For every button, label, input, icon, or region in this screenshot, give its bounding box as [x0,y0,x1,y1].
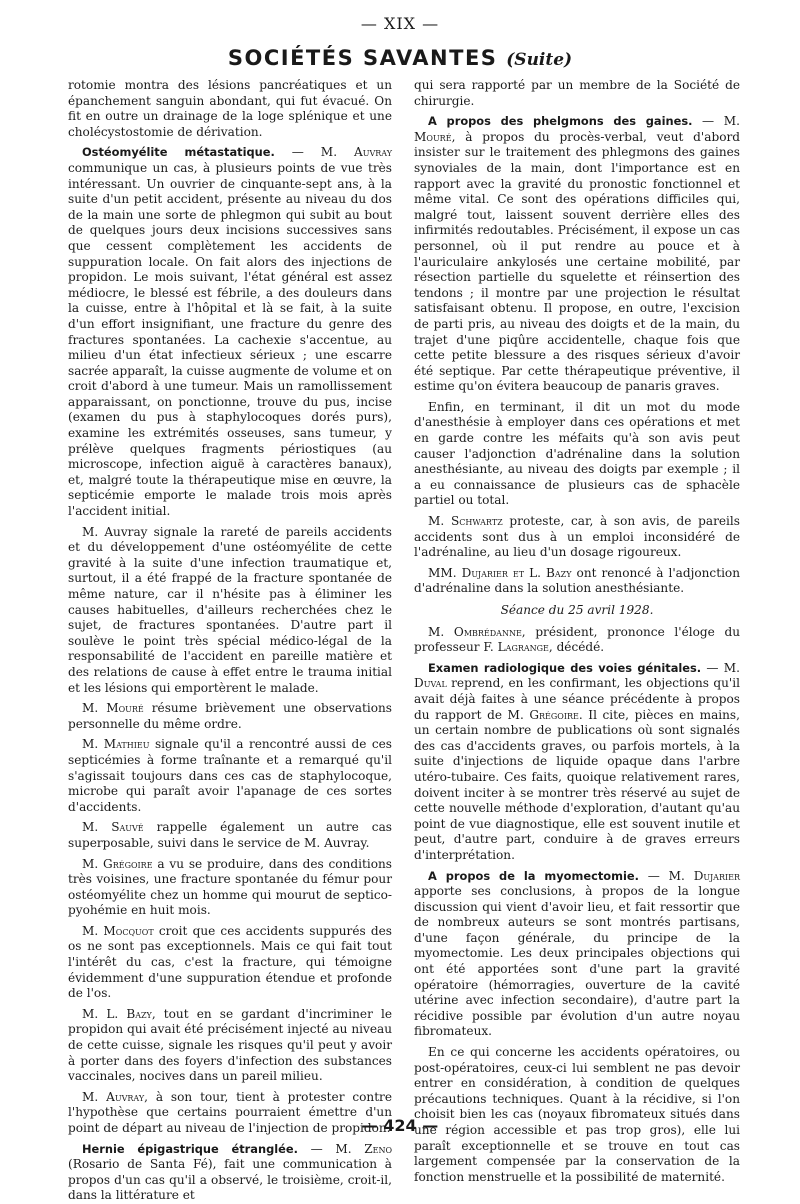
paragraph: M. Auvray signale la rareté de pareils accidents et du développement d'une ostéomyélite de cette gravité à la suite d'une infection traumatique et, surtout, il a été frappé de la fracture spontanée de même nature, car il n'hésite pas à éliminer les causes habituelles, d'ailleurs recherchées chez le sujet, de fractures spontanées. D'autre part il soulève le point très spécial médico-légal de la responsabilité de l'accident en pareille matière et des relations de cause à effet entre le trauma initial et les lésions qui emportèrent le malade. [68,524,392,695]
author-name: Schwartz [450,514,503,529]
paragraph: A propos des phelgmons des gaines. — M. Mouré, à propos du procès-verbal, veut d'abord insister sur le traitement des phlegmons des gaines synoviales de la main, dont l'importance est en rapport avec la gravité du pronostic fonctionnel et même vital. Ce sont des opérations difficiles qui, malgré tout, laissent souvent derrière elles des infirmités redoutables. Précisément, il expose un cas personnel, où il put rendre au pouce et à l'auriculaire ankylosés une certaine mobilité, par résection partielle du squelette et réinsertion des tendons ; il montre par une projection le résultat satisfaisant obtenu. Il propose, en outre, l'excision de parti pris, au niveau des doigts et de la main, du trajet d'une piqûre accidentelle, chaque fois que cette petite blessure a des risques sérieux d'avoir été septique. Par cette thérapeutique préventive, il estime qu'on évitera beaucoup de panaris graves. [414,114,740,394]
paragraph-text: communique un cas, à plusieurs points de vue très intéressant. Un ouvrier de cinquante-sept ans, à la suite d'un petit accident, présente au niveau du dos de la main une sorte de phlegmon qui subit au bout de quelques jours deux incisions successives sans que cessent complètement les accidents de suppuration locale. On fait alors des injections de propidon. Le mois suivant, l'état général est assez médiocre, le blessé est fébrile, a des douleurs dans la cuisse, entre à l'hôpital et là se fait, à la suite d'un effort insignifiant, une fracture du genre des fractures spontanées. La cachexie s'accentue, au milieu d'un état infectieux sérieux ; une escarre sacrée apparaît, la cuisse augmente de volume et on croit d'abord à une tumeur. Mais un ramollissement apparaissant, on ponctionne, trouve du pus, incise (examen du pus à staphylocoques dorés purs), examine les extrémités osseuses, sans tumeur, y prélève quelques fragments périostiques (au microscope, infection aiguë à caractères banaux), et, malgré toute la thérapeutique mise en œuvre, la septicémie emporte le malade trois mois après l'accident initial. [68,160,392,519]
paragraph-text: rappelle également un autre cas superposable, suivi dans le service de M. Auvray. [68,820,392,850]
paragraph: M. Grégoire a vu se produire, dans des conditions très voisines, une fracture spontanée du fémur pour ostéomyélite chez un homme qui mourut de septico-pyohémie en huit mois. [68,856,392,918]
paragraph-text: , président, prononce l'éloge du professeur F. [414,624,740,655]
paragraph-text: , à propos du procès-verbal, veut d'abord insister sur le traitement des phlegmons des gaines synoviales de la main, dont l'importance est en rapport avec la gravité du pronostic fonctionnel et même vital. Ce sont des opérations difficiles qui, malgré tout, laissent souvent derrière elles des infirmités redoutables. Précisément, il expose un cas personnel, où il put rendre au pouce et à l'auriculaire ankylosés une certaine mobilité, par résection partielle du squelette et réinsertion des tendons ; il montre par une projection le résultat satisfaisant obtenu. Il propose, en outre, l'excision de parti pris, au niveau des doigts et de la main, du trajet d'une piqûre accidentelle, chaque fois que cette petite blessure a des risques sérieux d'avoir été septique. Par cette thérapeutique préventive, il estime qu'on évitera beaucoup de panaris graves. [414,129,740,394]
paragraph: M. L. Bazy, tout en se gardant d'incriminer le propidon qui avait été précisément injecté au niveau de cette cuisse, signale les risques qu'il peut y avoir à porter dans des foyers d'infection des substances vaccinales, nocives dans un pareil milieu. [68,1006,393,1084]
roman-page-number: — XIX — [360,14,440,33]
paragraph: M. Schwartz proteste, car, à son avis, de pareils accidents sont dus à un emploi inconsidéré de l'adrénaline, au lieu d'un dosage rigoureux. [414,514,740,560]
paragraph-heading: A propos des phelgmons des gaines. [428,114,693,129]
author-name: Auvray [104,524,148,539]
paragraph-text: . Il cite, pièces en mains, un certain nombre de publications où sont signalés des cas d'accidents graves, ou parfois mortels, à la suite d'injections de liquide opaque dans l'arbre utéro-tubaire. Ces faits, quoique relativement rares, doivent inciter à se montrer très réservé au sujet de cette nouvelle méthode d'exploration, d'autant qu'au point de vue diagnostique, elle est souvent inutile et peut, d'autre part, conduire à de graves erreurs d'interprétation. [414,707,740,862]
paragraph-text: reprend, en les confirmant, les objections qu'il avait déjà faites à une séance précédente à propos du rapport de M. [414,676,740,722]
author-name: Mocquot [103,923,154,938]
author-name: Mouré [414,129,452,144]
paragraph: Ostéomyélite métastatique. — M. Auvray communique un cas, à plusieurs points de vue très intéressant. Un ouvrier de cinquante-sept ans, à la suite d'un petit accident, présente au niveau du dos de la main une sorte de phlegmon qui subit au bout de quelques jours deux incisions successives sans que cessent complètement les accidents de suppuration locale. On fait alors des injections de propidon. Le mois suivant, l'état général est assez médiocre, le blessé est fébrile, a des douleurs dans la cuisse, entre à l'hôpital et là se fait, à la suite d'un effort insignifiant, une fracture du genre des fractures spontanées. La cachexie s'accentue, au milieu d'un état infectieux sérieux ; une escarre sacrée apparaît, la cuisse augmente de volume et on croit d'abord à une tumeur. Mais un ramollissement apparaissant, on ponctionne, trouve du pus, incise (examen du pus à staphylocoques dorés purs), examine les extrémités osseuses, sans tumeur, y prélève quelques fragments périostiques (au microscope, infection aiguë à caractères banaux), et, malgré toute la thérapeutique mise en œuvre, la septicémie emporte le malade trois mois après l'accident initial. [68,145,392,519]
paragraph-heading: Examen radiologique des voies génitales. [428,660,702,675]
author-name: Mouré [106,701,144,716]
left-column [68,78,393,1203]
author-name: Sauvé [111,820,144,835]
paragraph: Examen radiologique des voies génitales. — M. Duval reprend, en les confirmant, les objections qu'il avait déjà faites à une séance précédente à propos du rapport de M. Grégoire. Il cite, pièces en mains, un certain nombre de publications où sont signalés des cas d'accidents graves, ou parfois mortels, à la suite d'injections de liquide opaque dans l'arbre utéro-tubaire. Ces faits, quoique relativement rares, doivent inciter à se montrer très réservé au sujet de cette nouvelle méthode d'exploration, d'autant qu'au point de vue diagnostique, elle est souvent inutile et peut, d'autre part, conduire à de graves erreurs d'interprétation. [414,660,740,862]
person-name: Lagrange [497,640,549,655]
paragraph-heading: Ostéomyélite métastatique. [82,145,275,160]
author-name: Dujarier [693,868,740,883]
paragraph: M. Auvray, à son tour, tient à protester contre l'hypothèse que certains pourraient émettre d'un point de départ au niveau de l'injection de propidon. [68,1089,392,1135]
paragraph-text: apporte ses conclusions, à propos de la longue discussion qui vient d'avoir lieu, et fait ressortir que de nombreux auteurs se sont montrés partisans, d'une façon générale, du principe de la myomectomie. Les deux principales objections qui ont été apportées sont d'une part la gravité opératoire (hémorragies, ouverture de la cavité utérine avec infection secondaire), d'autre part la récidive possible par évolution d'un autre noyau fibromateux. [414,884,740,1039]
author-name: Ombrédanne [453,624,522,639]
paragraph-text: résume brièvement une observations personnelle du même ordre. [68,701,392,731]
paragraph: M. Mocquot croit que ces accidents suppurés des os ne sont pas exceptionnels. Mais ce qui fait tout l'intérêt du cas, c'est la fracture, qui témoigne évidemment d'une suppuration étendue et profonde de l'os. [68,923,392,1001]
paragraph: M. Sauvé rappelle également un autre cas superposable, suivi dans le service de M. Auvray. [68,820,392,850]
paragraph: M. Mouré résume brièvement une observations personnelle du même ordre. [68,701,392,731]
section-suite: (Suite) [506,50,573,70]
author-name: Auvray [106,1089,145,1104]
author-name: Grégoire [103,856,153,871]
author-name: Duval [414,676,447,691]
paragraph: M. Ombrédanne, président, prononce l'éloge du professeur F. Lagrange, décédé. [414,624,740,655]
author-name: Dujarier et L. Bazy [461,565,572,580]
paragraph-text: (Rosario de Santa Fé), fait une communication à propos d'un cas qu'il a observé, le troisième, croit-il, dans la littérature et [68,1157,392,1203]
person-name: Grégoire [529,707,579,722]
paragraph: Hernie épigastrique étranglée. — M. Zeno (Rosario de Santa Fé), fait une communication à propos d'un cas qu'il a observé, le troisième, croit-il, dans la littérature et [68,1141,393,1203]
author-name: Auvray [353,145,392,160]
paragraph: A propos de la myomectomie. — M. Dujarier apporte ses conclusions, à propos de la longue discussion qui vient d'avoir lieu, et fait ressortir que de nombreux auteurs se sont montrés partisans, d'une façon générale, du principe de la myomectomie. Les deux principales objections qui ont été apportées sont d'une part la gravité opératoire (hémorragies, ouverture de la cavité utérine avec infection secondaire), d'autre part la récidive possible par évolution d'un autre noyau fibromateux. [414,868,740,1039]
paragraph-heading: Hernie épigastrique étranglée. [82,1141,298,1156]
author-name: Mathieu [103,737,150,752]
author-name: L. Bazy [106,1006,152,1021]
paragraph: Enfin, en terminant, il dit un mot du mode d'anesthésie à employer dans ces opérations et met en garde contre les méfaits qu'à son avis peut causer l'adjonction d'adrénaline dans la solution anesthésiante, au niveau des doigts par exemple ; il a eu connaissance de plusieurs cas de sphacèle partiel ou total. [414,399,740,508]
paragraph-text: proteste, car, à son avis, de pareils accidents sont dus à un emploi inconsidéré de l'adrénaline, au lieu d'un dosage rigoureux. [414,514,740,560]
paragraph-heading: A propos de la myomectomie. [428,868,639,883]
paragraph: M. Mathieu signale qu'il a rencontré aussi de ces septicémies à forme traînante et a remarqué qu'il s'agissait toujours dans ces cas de staphylocoque, microbe qui paraît avoir l'apanage de ces sortes d'accidents. [68,737,392,814]
paragraph-text: a vu se produire, dans des conditions très voisines, une fracture spontanée du fémur pour ostéomyélite chez un homme qui mourut de septico-pyohémie en huit mois. [68,856,392,918]
paragraph-text: , tout en se gardant d'incriminer le propidon qui avait été précisément injecté au niveau de cette cuisse, signale les risques qu'il peut y avoir à porter dans des foyers d'infection des substances vaccinales, nocives dans un pareil milieu. [68,1006,393,1084]
session-date-heading: Séance du 25 avril 1928. [500,603,654,617]
section-header [0,46,800,70]
paragraph: qui sera rapporté par un membre de la Société de chirurgie. [414,78,740,108]
author-name: Zeno [364,1141,393,1156]
paragraph: MM. Dujarier et L. Bazy ont renoncé à l'adjonction d'adrénaline dans la solution anesthésiante. [414,565,741,596]
paragraph-text: , à son tour, tient à protester contre l'hypothèse que certains pourraient émettre d'un point de départ au niveau de l'injection de propidon. [68,1089,392,1135]
paragraph-text: , décédé. [548,640,605,655]
paragraph-text: ont renoncé à l'adjonction d'adrénaline dans la solution anesthésiante. [414,565,741,596]
paragraph-text: signale la rareté de pareils accidents et du développement d'une ostéomyélite de cette gravité à la suite d'une infection traumatique et, surtout, il a été frappé de la fracture spontanée de même nature, car il n'hésite pas à éliminer les causes habituelles, d'ailleurs recherchées chez le sujet, de fractures spontanées. D'autre part il soulève le point très spécial médico-légal de la responsabilité de l'accident en pareille matière et des relations de cause à effet entre le trauma initial et les lésions qui emportèrent le malade. [68,524,392,695]
section-title: SOCIÉTÉS SAVANTES [227,46,498,70]
paragraph: En ce qui concerne les accidents opératoires, ou post-opératoires, ceux-ci lui semblent ne pas devoir entrer en considération, à condition de quelques précautions techniques. Quant à la récidive, si l'on choisit bien les cas (noyaux fibromateux situés dans une région accessible et pas trop gros), elle lui paraît exceptionnelle et se trouve en tout cas largement compensée par la conservation de la fonction menstruelle et la possibilité de maternité. [414,1045,740,1184]
paragraph-text: croit que ces accidents suppurés des os ne sont pas exceptionnels. Mais ce qui fait tout l'intérêt du cas, c'est la fracture, qui témoigne évidemment d'une suppuration étendue et profonde de l'os. [68,923,392,1001]
paragraph: rotomie montra des lésions pancréatiques et un épanchement sanguin abondant, qui fut évacué. On fit en outre un drainage de la loge splénique et une cholécystostomie de dérivation. [68,78,392,139]
page-number: — 424 — [361,1116,439,1135]
right-column [414,78,741,1184]
paragraph-text: signale qu'il a rencontré aussi de ces septicémies à forme traînante et a remarqué qu'il s'agissait toujours dans ces cas de staphylocoque, microbe qui paraît avoir l'apanage de ces sortes d'accidents. [68,737,392,814]
